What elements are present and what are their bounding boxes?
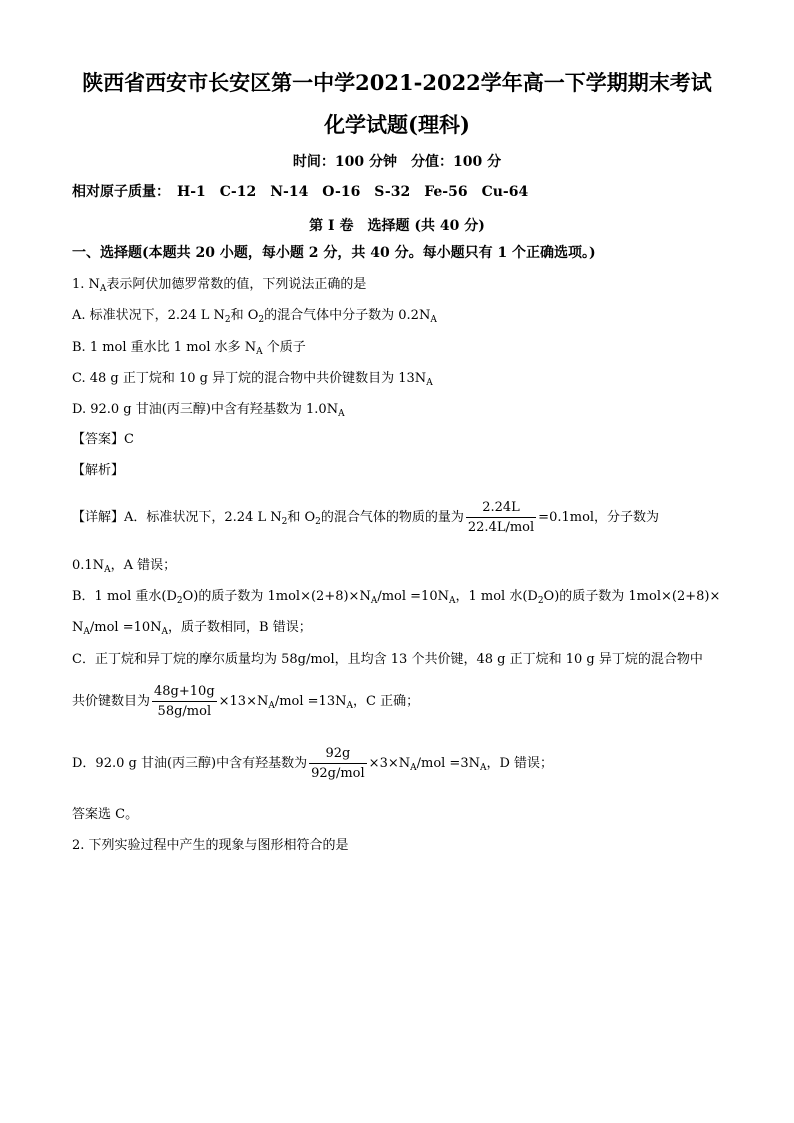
question-1-stem: 1. $N_A$表示阿伏加德罗常数的值，下列说法正确的是 bbox=[72, 277, 367, 294]
conclusion: 答案选 C。 bbox=[72, 807, 139, 822]
volume-title: 第 I 卷 选择题 (共 40 分) bbox=[309, 218, 485, 234]
question-2-stem: 2. 下列实验过程中产生的现象与图形相符合的是 bbox=[72, 838, 349, 853]
answer-label: 【答案】C bbox=[72, 432, 134, 447]
section-title: 一、选择题(本题共 20 小题，每小题 2 分，共 40 分。每小题只有 1 个正确选项。) bbox=[72, 245, 596, 261]
detail-c-line2: 共价键数目为 $\frac{48g+10g}{\text{58g/mol}}$ $\times 13\times N_A$/mol $=13N_A$，C 正确； bbox=[72, 684, 420, 719]
detail-a-line2: $0.1N_A$，A 错误； bbox=[72, 558, 177, 575]
detail-c-line1: C．正丁烷和异丁烷的摩尔质量均为 58g/mol，且均含 13 个共价键，48 g 正丁烷和 10 g 异丁烷的混合物中 bbox=[72, 652, 703, 667]
exam-title-line1: 陕西省西安市长安区第一中学2021-2022学年高一下学期期末考试 bbox=[82, 70, 712, 95]
question-1-option-a: A. 标准状况下，2.24 L $N_2$和 $O_2$的混合气体中分子数为 $0.2N_A$ bbox=[72, 308, 437, 325]
detail-b-line1: B．1 mol 重水$(D_2O)$的质子数为 $1mol\times(2+8)\times N_A$/mol $=10N_A$，1 mol 水$(D_2O)$的质子数为 1mol×(2+8)× bbox=[72, 589, 721, 606]
question-1-option-c: C. 48 g 正丁烷和 10 g 异丁烷的混合物中共价键数目为 $13N_A$ bbox=[72, 371, 433, 388]
fraction-moles: $\frac{2.24L}{\text{22.4L/mol}}$ bbox=[467, 500, 535, 535]
detail-b-line2: $N_A$/mol $=10N_A$，质子数相同，B 错误； bbox=[72, 620, 312, 637]
question-1-option-b: B. 1 mol 重水比 1 mol 水多 $N_A$ 个质子 bbox=[72, 340, 306, 357]
fraction-c-mass: $\frac{48g+10g}{\text{58g/mol}}$ bbox=[154, 684, 215, 719]
time-score: 时间：100 分钟 分值：100 分 bbox=[292, 154, 502, 170]
question-1-option-d: D. 92.0 g 甘油(丙三醇)中含有羟基数为 $1.0N_A$ bbox=[72, 402, 345, 419]
analysis-label: 【解析】 bbox=[72, 463, 125, 478]
fraction-d-mass: $\frac{92g}{\text{92g/mol}}$ bbox=[311, 746, 365, 781]
exam-title-line2: 化学试题(理科) bbox=[324, 112, 470, 137]
atomic-mass: 相对原子质量： H-1 C-12 N-14 O-16 S-32 Fe-56 Cu-64 bbox=[72, 184, 529, 200]
detail-d-line: D．92.0 g 甘油(丙三醇)中含有羟基数为 $\frac{92g}{\text{92g/mol}}$ $\times 3\times N_A$/mol $=3N_A$，D 错误； bbox=[72, 746, 554, 781]
detail-a-line1: 【详解】A．标准状况下，2.24 L $N_2$和 $O_2$的混合气体的物质的量为 $\frac{2.24L}{\text{22.4L/mol}}$ =0.1mol，分子数为 bbox=[72, 500, 660, 535]
